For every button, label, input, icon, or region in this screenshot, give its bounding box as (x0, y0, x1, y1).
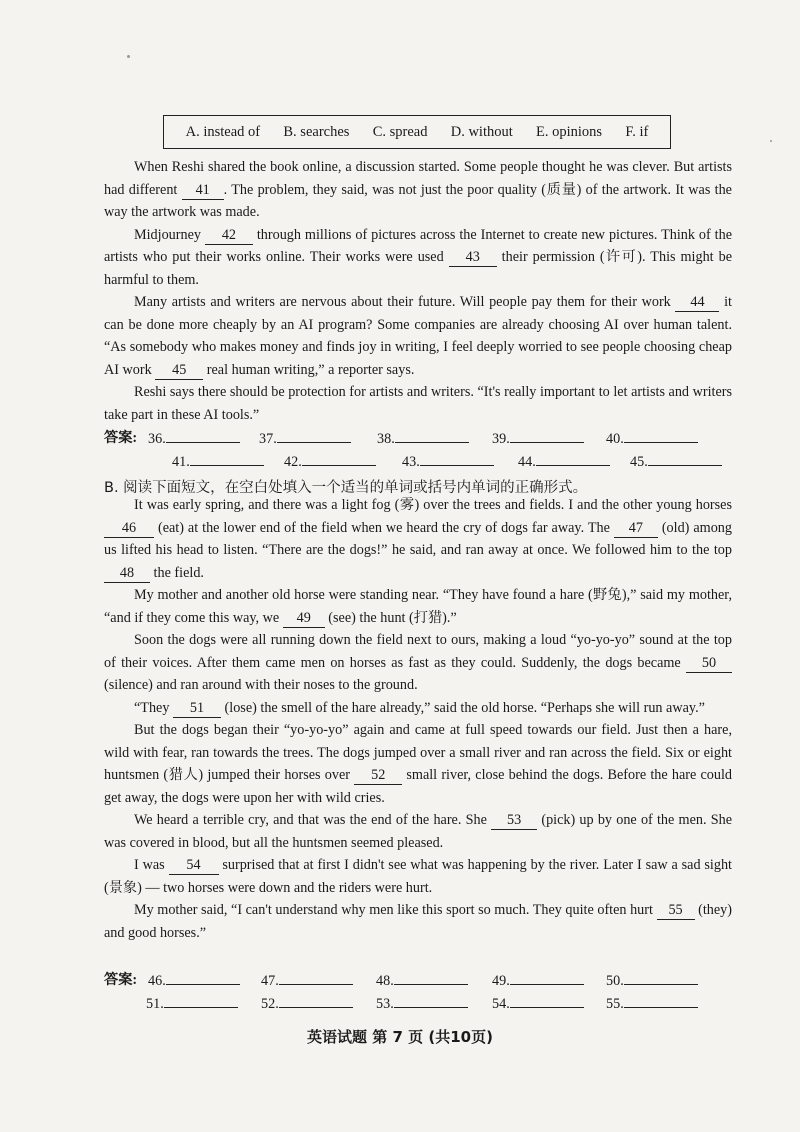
blank-55[interactable]: 55 (657, 901, 695, 920)
answer-number: 45. (630, 454, 648, 470)
answer-number: 52. (261, 996, 279, 1012)
answer-line-49[interactable] (510, 970, 584, 985)
option-c: C. spread (372, 123, 428, 140)
answer-line-54[interactable] (510, 993, 584, 1008)
passage-2-paragraph: My mother and another old horse were standing near. “They have found a hare (野兔),” said my mother, “and if they come this way, we 49 (see) the hunt (打猎).” (104, 587, 732, 626)
blank-46[interactable]: 46 (104, 519, 154, 538)
answer-number: 36. (148, 431, 166, 447)
blank-53[interactable]: 53 (491, 811, 537, 830)
blank-54[interactable]: 54 (169, 856, 219, 875)
answer-number: 43. (402, 454, 420, 470)
answer-row-36-40 (104, 428, 724, 448)
blank-51[interactable]: 51 (173, 699, 221, 718)
blank-43[interactable]: 43 (449, 248, 497, 267)
passage-2-paragraph: It was early spring, and there was a light fog (雾) over the trees and fields. I and the other young horses 46 (eat) at the lower end of the field when we heard the cry of dogs far away. The 47 (old) among us lifted his head to listen. “There are the dogs!” he said, and ran away at once. We followed him to the top 48 the field. (104, 497, 732, 581)
blank-47[interactable]: 47 (614, 519, 658, 538)
answer-line-47[interactable] (279, 970, 353, 985)
blank-41[interactable]: 41 (182, 181, 224, 200)
option-a: A. instead of (185, 123, 261, 140)
answer-line-41[interactable] (190, 451, 264, 466)
passage-1-paragraph: Many artists and writers are nervous about their future. Will people pay them for their work 44 it can be done more cheaply by an AI program? Some companies are already choosing AI over human talent. “As somebody who makes money and finds joy in writing, I feel deeply worried to see people choosing cheap AI work 45 real human writing,” a reporter says. (104, 294, 733, 378)
blank-44[interactable]: 44 (675, 293, 719, 312)
answer-line-53[interactable] (394, 993, 468, 1008)
answer-number: 39. (492, 431, 510, 447)
answer-line-42[interactable] (302, 451, 376, 466)
blank-50[interactable]: 50 (686, 654, 732, 673)
option-e: E. opinions (536, 123, 603, 140)
answer-number: 44. (518, 454, 536, 470)
passage-2-paragraph: Soon the dogs were all running down the field next to ours, making a loud “yo-yo-yo” sound at the top of their voices. After them came men on horses as fast as they could. Suddenly, the dogs became 50 (silence) and ran around with their noses to the ground. (104, 632, 732, 693)
answer-line-52[interactable] (279, 993, 353, 1008)
word-options-box (163, 115, 671, 149)
answer-row-46-50 (104, 970, 724, 990)
answer-line-39[interactable] (510, 428, 584, 443)
passage-2 (104, 494, 732, 944)
blank-48[interactable]: 48 (104, 564, 150, 583)
answer-number: 41. (172, 454, 190, 470)
answer-number: 42. (284, 454, 302, 470)
answer-line-55[interactable] (624, 993, 698, 1008)
passage-1-paragraph: When Reshi shared the book online, a discussion started. Some people thought he was clever. But artists had different 41 . The problem, they said, was not just the poor quality (质量) of the artwork. It was the way the artwork was made. (104, 159, 732, 220)
passage-2-paragraph: My mother said, “I can't understand why men like this sport so much. They quite often hurt 55 (they) and good horses.” (104, 902, 732, 941)
answer-number: 47. (261, 973, 279, 989)
answer-line-36[interactable] (166, 428, 240, 443)
passage-1-paragraph: Reshi says there should be protection for artists and writers. “It's really important to let artists and writers take part in these AI tools.” (104, 384, 732, 423)
scan-speck (770, 140, 772, 142)
answer-number: 40. (606, 431, 624, 447)
answer-line-48[interactable] (394, 970, 468, 985)
blank-49[interactable]: 49 (283, 609, 325, 628)
blank-42[interactable]: 42 (205, 226, 253, 245)
answer-line-46[interactable] (166, 970, 240, 985)
answer-line-38[interactable] (395, 428, 469, 443)
blank-45[interactable]: 45 (155, 361, 203, 380)
answer-label: 答案: (104, 972, 138, 988)
answer-number: 46. (148, 973, 166, 989)
page-footer: 英语试题 第 7 页 (共10页) (307, 1028, 493, 1046)
answer-number: 53. (376, 996, 394, 1012)
option-b: B. searches (283, 123, 350, 140)
passage-2-paragraph: But the dogs began their “yo-yo-yo” again and came at full speed towards our field. Just then a hare, wild with fear, ran towards the trees. The dogs jumped over a small river and ran across the field. Six or eight huntsmen (猎人) jumped their horses over 52 small river, close behind the dogs. Before the hare could get away, the dogs were upon her with wild cries. (104, 722, 733, 806)
answer-number: 50. (606, 973, 624, 989)
answer-line-37[interactable] (277, 428, 351, 443)
answer-label: 答案: (104, 430, 138, 446)
passage-1-paragraph: Midjourney 42 through millions of pictures across the Internet to create new pictures. Think of the artists who put their works online. Their works were used 43 their permission (许可). This might be harmful to them. (104, 226, 732, 288)
answer-line-44[interactable] (536, 451, 610, 466)
answer-line-43[interactable] (420, 451, 494, 466)
answer-number: 55. (606, 996, 624, 1012)
scan-speck (127, 55, 130, 58)
answer-line-51[interactable] (164, 993, 238, 1008)
answer-line-40[interactable] (624, 428, 698, 443)
passage-1 (104, 156, 732, 426)
answer-number: 48. (376, 973, 394, 989)
answer-row-51-55 (104, 993, 724, 1013)
answer-row-41-45 (104, 451, 724, 471)
answer-number: 49. (492, 973, 510, 989)
passage-2-paragraph: I was 54 surprised that at first I didn't see what was happening by the river. Later I saw a sad sight (景象) — two horses were down and the riders were hurt. (104, 857, 732, 896)
answer-number: 51. (146, 996, 164, 1012)
answer-line-45[interactable] (648, 451, 722, 466)
passage-2-paragraph: “They 51 (lose) the smell of the hare already,” said the old horse. “Perhaps she will run away.” (134, 699, 705, 716)
answer-number: 37. (259, 431, 277, 447)
option-d: D. without (450, 123, 513, 140)
answer-line-50[interactable] (624, 970, 698, 985)
section-b-title: B. 阅读下面短文，在空白处填入一个适当的单词或括号内单词的正确形式。 (104, 480, 588, 496)
answer-number: 38. (377, 431, 395, 447)
option-f: F. if (625, 123, 649, 140)
answer-number: 54. (492, 996, 510, 1012)
passage-2-paragraph: We heard a terrible cry, and that was the end of the hare. She 53 (pick) up by one of the men. She was covered in blood, but all the huntsmen seemed pleased. (104, 812, 732, 851)
blank-52[interactable]: 52 (354, 766, 402, 785)
